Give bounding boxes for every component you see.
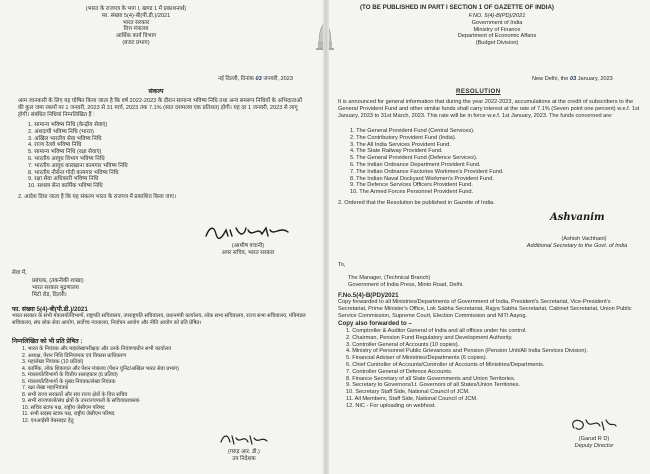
list-item: 2. The Contributory Provident Fund (India). [350,134,457,141]
english-header [422,13,572,47]
english-date-day: 03 [569,76,577,82]
hindi-deputy-signature-icon [218,432,270,448]
hindi-header-line: (भारत के राजपत्र के भाग I, खण्ड 1 में प्रकाशनार्थ) [85,6,187,12]
hindi-signer-title: अपर सचिव, भारत सरकार [221,250,275,256]
list-item: 9. रक्षा सेवा अधिकारी भविष्य निधि [28,176,99,183]
english-to-label: To, [338,262,346,268]
hindi-intro: आम जानकारी के लिए यह घोषित किया जाता है कि वर्ष 2022-2023 के दौरान सामान्य भविष्य निधि तथा अन्य समरूप निधियों के अभिदाताओं की कुल जमा रकमों पर 1 जनवरी, 2023 से 31 मार्च, 2023 तक 7.1% (सात दशमलव एक प्रतिशत) होगी। यह दर 1 जनवरी, 2023 से लागू होगी। संबंधित निधियां निम्नलिखित हैं : [18,98,302,118]
list-item: 10. सचिव स्टाफ पक्ष, राष्ट्रीय जेसीएम परिषद [22,404,105,411]
hindi-to-block [32,278,84,298]
list-item: 8. सभी राज्य सरकारों और संघ राज्य क्षेत्रों के वित्त सचिव [22,391,128,398]
english-to-block [348,275,464,289]
hindi-date-label: नई दिल्ली, दिनांक [218,76,254,82]
english-header-line: Government of India [471,19,523,26]
hindi-column [6,0,316,474]
list-item: 10. सशस्त्र सेना कार्मिक भविष्य निधि [28,183,103,190]
list-item: 1. Comptroller & Auditor General of India and all offices under his control. [346,328,527,334]
hindi-order: 2. आदेश दिया जाता है कि यह संकल्प भारत के राजपत्र में प्रकाशित किया जाए। [18,194,177,200]
english-date [532,76,613,83]
list-item: 3. The All India Services Provident Fund. [350,141,451,148]
list-item: 2. अंशदायी भविष्य निधि (भारत) [28,128,94,135]
list-item: 10. Secretary Staff Side, National Council of JCM. [346,389,470,396]
hindi-date-day: 03 [255,76,262,82]
english-to-line: Government of India Press, Minto Road, Delhi. [348,281,464,288]
list-item: 9. Secretary to Governors/Lt. Governors of all States/Union Territories. [346,382,520,389]
hindi-signature-icon [202,222,292,242]
english-header-line: (Budget Division) [475,40,519,47]
list-item: 6. भारतीय आयुध विभाग भविष्य निधि [28,155,105,162]
english-ref: F.No.5(4)-B(PD)/2021 [338,292,399,299]
hindi-copy-list [22,346,179,424]
english-header-line: Ministry of Finance [473,26,521,33]
english-signer-title: Additional Secretary to the Govt. of India [526,243,628,249]
list-item: 5. सामान्य भविष्य निधि (रक्षा सेवाएं) [28,149,102,156]
list-item: 6. Chief Controller of Accounts/Controller of Accounts of Ministries/Departments. [346,361,545,368]
hindi-header-line: आर्थिक कार्य विभाग [115,33,157,40]
list-item: 1. भारत के नियंत्रक और महालेखापरीक्षक और उनके नियंत्रणाधीन सभी कार्यालय [22,346,172,352]
hindi-signer-name: (आशीष वचानी) [231,243,265,249]
english-copy-text: Copy forwarded to all Ministries/Departments of Government of India, President's Secretariat, Vice-President's Secretariat, Prime Minister's Office, Lok Sabha Secretariat, Rajya Sabha Secretariat, Cabinet Secretariat, Union Public Service Commission, Supreme Court, Election Commission and NITI Aayog. [338,299,632,319]
list-item: 8. The Indian Naval Dockyard Workmen's Provident Fund. [350,175,494,182]
english-date-prefix: New Delhi, the [532,76,569,82]
english-copy-label: Copy also forwarded to – [338,320,412,327]
hindi-header-line: भारत सरकार [122,19,150,26]
list-item: 7. भारतीय आयुध कारखाना कामगार भविष्य निधि [28,162,128,169]
english-file-number: F.NO. 5(4)-B(PD)/2021 [468,13,526,19]
english-column [336,0,644,474]
hindi-deputy-name: (गरुड़ आर. डी.) [228,449,260,455]
english-signer-name: (Ashish Vachhani) [561,236,607,242]
hindi-to-line: मिंटो रोड, दिल्ली। [32,291,67,298]
list-item: 9. सभी राज्यपालों/संघ क्षेत्रों के उपराज्यपालों के सचिव/प्रशासक [22,398,140,404]
english-fund-list [350,128,504,196]
english-deputy-signature-icon [568,416,618,434]
list-item: 2. अध्यक्ष, पेंशन निधि विनियामक एवं विकास प्राधिकरण [22,352,126,359]
list-item: 4. कार्मिक, लोक शिकायत और पेंशन मंत्रालय (पेंशन यूनिट/अखिल भारत सेवा प्रभाग) [22,365,179,372]
hindi-date [218,76,293,83]
hindi-deputy-title: उप निदेशक [232,456,256,462]
list-item: 7. The Indian Ordnance Factories Workmen's Provident Fund. [350,168,504,175]
hindi-to-line: प्रबंधक, (तकनीकी शाखा) [32,278,84,284]
list-item: 5. The General Provident Fund (Defence Services). [350,155,478,162]
list-item: 5. Financial Adviser of Ministries/Departments (6 copies). [346,355,488,362]
list-item: 4. The State Railway Provident Fund. [350,148,443,155]
hindi-header-line: वित्त मंत्रालय [123,26,149,33]
list-item: 1. The General Provident Fund (Central Services). [350,128,475,134]
hindi-copy-label: निम्नलिखित को भी प्रति प्रेषित : [12,338,83,345]
hindi-header-line: (बजट प्रभाग) [122,39,150,46]
list-item: 2. Chairman, Pension Fund Regulatory and Development Authority. [346,334,513,341]
list-item: 6. The Indian Ordnance Department Provident Fund. [350,161,481,168]
english-deputy-title: Deputy Director [574,443,614,449]
list-item: 7. रक्षा लेखा महानियंत्रक [22,385,69,391]
hindi-title: संकल्प [148,88,164,95]
list-item: 6. मंत्रालयों/विभागों के मुख्य नियंत्रक/लेखा नियंत्रक [22,378,116,385]
list-item: 12. एनआईसी वेबसाइट हेतु [22,417,74,424]
hindi-to-label: सेवा में, [12,270,27,276]
english-deputy-name: (Garud R D) [578,436,610,442]
list-item: 8. Finance Secretary of all State Governments and Union Territories. [346,375,516,382]
english-date-rest: January, 2023 [577,76,613,82]
list-item: 7. Controller General of Defence Accounts. [346,368,453,375]
english-title: RESOLUTION [456,88,501,95]
list-item: 8. भारतीय नौसेना गोदी कामगार भविष्य निधि [28,169,119,176]
list-item: 11. All Members, Staff Side, National Council of JCM. [346,395,478,402]
list-item: 4. Ministry of Personnel Public Grievances and Pension (Pension Unit/All India Services Division). [346,348,588,355]
list-item: 5. मंत्रालयों/विभागों के वित्तीय सलाहकार (6 प्रतियां) [22,372,118,378]
hindi-to-line: भारत सरकार मुद्रणालय [32,284,79,291]
english-signature-scrawl: Ashvanim [550,212,605,223]
list-item: 9. The Defence Services Officers Provident Fund. [350,182,473,189]
hindi-fund-list [28,122,128,190]
list-item: 4. राज्य रेलवे भविष्य निधि [28,142,82,149]
list-item: 3. अखिल भारतीय सेवा भविष्य निधि [28,135,102,142]
hindi-date-rest: जनवरी, 2023 [263,76,293,82]
hindi-header [66,6,206,47]
list-item: 10. The Armed Forces Personnel Provident Fund. [350,189,474,196]
english-order: 2. Ordered that the Resolution be published in Gazette of India. [338,200,495,206]
hindi-ref: फा. संख्या 5(4)-बी(पी.डी.)/2021 [12,306,88,313]
list-item: 3. Controller General of Accounts (10 copies). [346,341,460,348]
list-item: 1. सामान्य भविष्य निधि (केन्द्रीय सेवाएं) [28,122,108,128]
english-intro: It is announced for general information that during the year 2022-2023, accumulations at the credit of subscribers to the General Provident Fund and other similar funds shall carry interest at the rate of 7.1% (Seven point one percent) w.e.f. 1st January, 2023 to 31st March, 2023. This rate will be in force w.e.f. 1st January, 2023. The funds concerned are: [338,99,640,119]
list-item: 3. महालेखा नियंत्रक (10 प्रतियां) [22,359,84,365]
english-copy-list [346,328,588,410]
page-fold [323,0,329,474]
english-gazette-header: (TO BE PUBLISHED IN PART I SECTION 1 OF GAZETTE OF INDIA) [360,4,554,11]
hindi-header-line: फा. संख्या 5(4)-बी(पी.डी.)/2021 [101,12,171,19]
hindi-copy-text: भारत सरकार के सभी मंत्रालयों/विभागों, राष्ट्रपति सचिवालय, उपराष्ट्रपति सचिवालय, प्रधानमंत्री कार्यालय, लोक सभा सचिवालय, राज्य सभा सचिवालय, मंत्रिमंडल सचिवालय, संघ लोक सेवा आयोग, सर्वोच्च न्यायालय, निर्वाचन आयोग और नीति आयोग को प्रति प्रेषित। [12,313,306,326]
list-item: 12. NIC - For uploading on webhost. [346,402,436,409]
list-item: 11. सभी सदस्य स्टाफ पक्ष, राष्ट्रीय जेसीएम परिषद [22,411,115,417]
english-header-line: Department of Economic Affairs [457,33,537,40]
english-to-line: The Manager, (Technical Branch) [348,275,431,281]
